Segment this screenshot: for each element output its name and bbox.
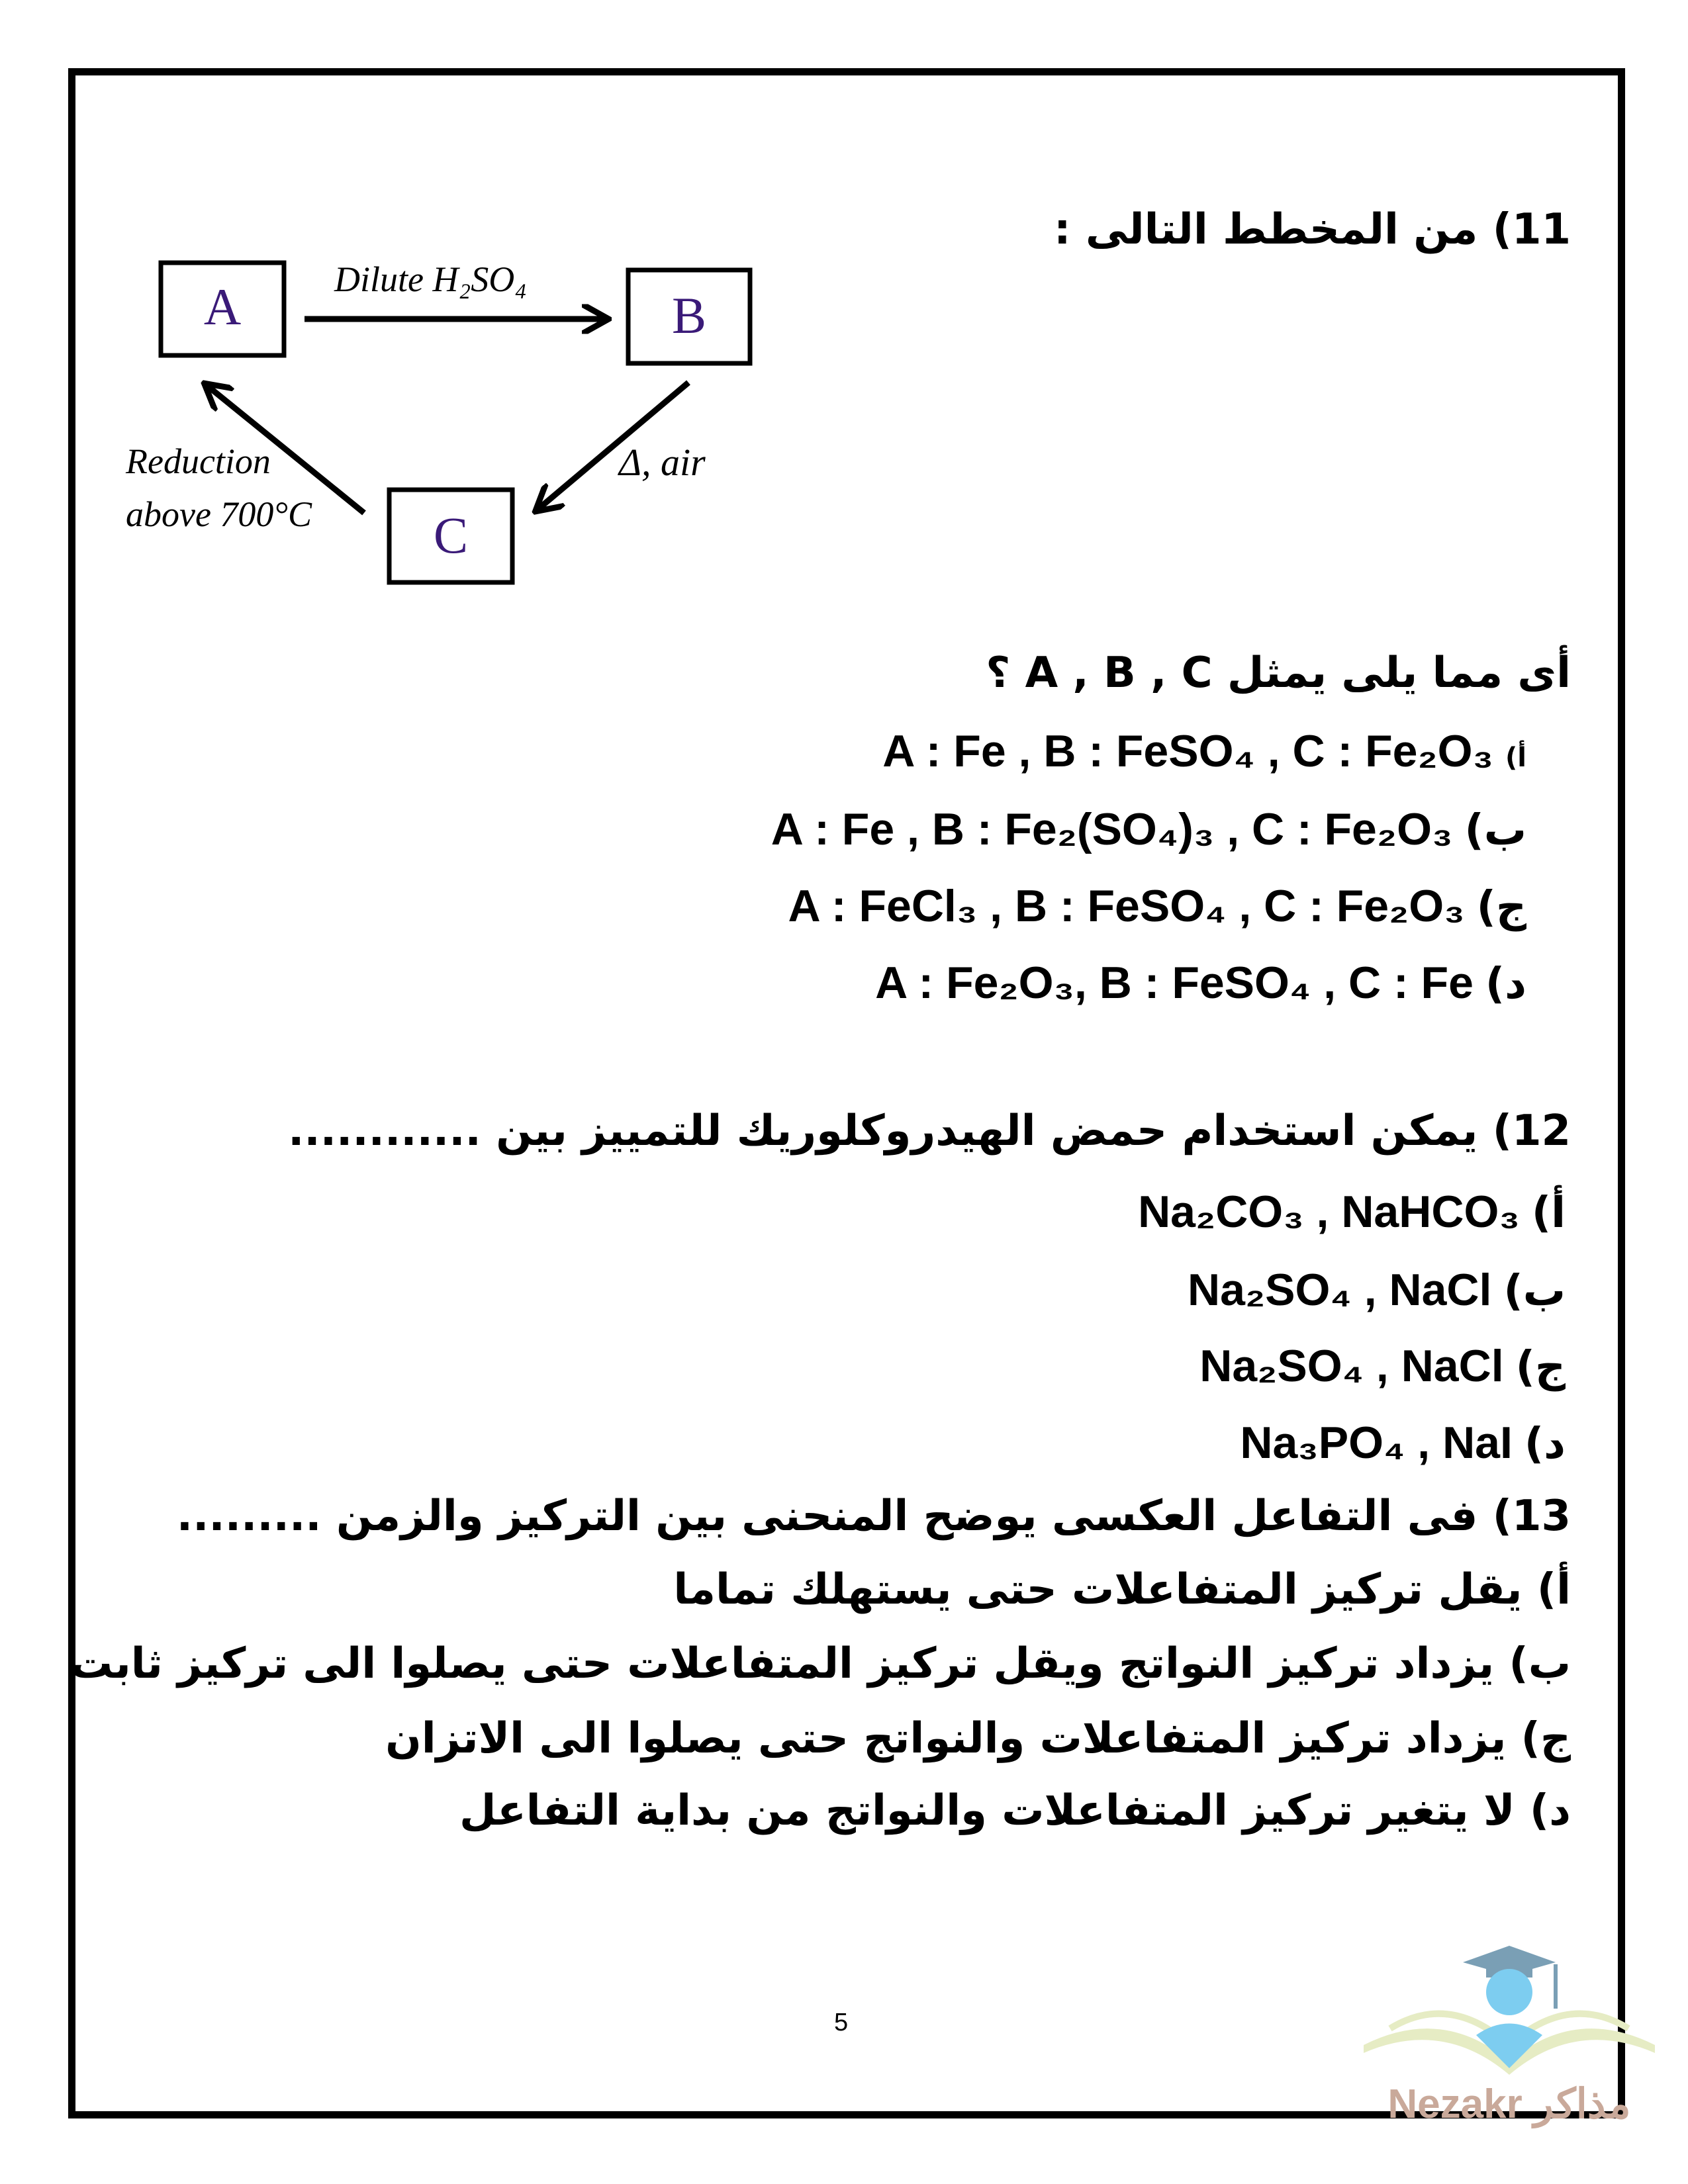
- q12-option-c[interactable]: [1199, 1340, 1566, 1392]
- arrow-ca-label-1: Reduction: [126, 441, 271, 481]
- option-label: ج): [1515, 1343, 1566, 1392]
- option-label: ب): [1503, 1267, 1566, 1316]
- option-label: د): [1524, 1420, 1566, 1469]
- option-text: د) لا يتغير تركيز المتفاعلات والنواتج من بداية التفاعل: [459, 1786, 1571, 1835]
- q12-title-text: 12) يمكن استخدام حمض الهيدروكلوريك للتمييز بين ............: [288, 1107, 1571, 1156]
- q11-option-b[interactable]: [771, 803, 1526, 855]
- logo-text: Nezakr مذاكر: [1387, 2081, 1631, 2127]
- q12-option-a[interactable]: [1138, 1186, 1566, 1238]
- option-label: أ): [1531, 1189, 1566, 1238]
- option-text: Na₂SO₄ , NaCl: [1199, 1341, 1504, 1391]
- option-text: A : FeCl₃ , B : FeSO₄ , C : Fe₂O₃: [788, 881, 1465, 931]
- box-b-label: B: [671, 287, 707, 344]
- arrow-bc-label: Δ, air: [619, 441, 706, 484]
- q12-option-b[interactable]: [1188, 1264, 1566, 1316]
- option-text: Na₂SO₄ , NaCl: [1188, 1265, 1492, 1315]
- box-a-label: A: [203, 278, 242, 336]
- q12-option-d[interactable]: [1240, 1417, 1566, 1469]
- q13-title-text: 13) فى التفاعل العكسى يوضح المنحنى بين التركيز والزمن .........: [176, 1492, 1571, 1541]
- q13-option-c[interactable]: [385, 1714, 1571, 1763]
- arrow-ab-label: Dilute H₂SO₄: [334, 259, 528, 299]
- q13-option-a[interactable]: [673, 1565, 1571, 1614]
- option-text: ج) يزداد تركيز المتفاعلات والنواتج حتى يصلوا الى الاتزان: [385, 1714, 1571, 1763]
- option-text: A : Fe , B : FeSO₄ , C : Fe₂O₃: [882, 726, 1493, 776]
- option-text: Na₃PO₄ , NaI: [1240, 1418, 1513, 1468]
- option-label: أ): [1505, 743, 1526, 773]
- option-text: أ) يقل تركيز المتفاعلات حتى يستهلك تماما: [673, 1565, 1571, 1614]
- q11-title-text: 11) من المخطط التالى :: [1053, 205, 1571, 254]
- option-label: د): [1485, 960, 1526, 1009]
- option-label: ب): [1464, 806, 1526, 855]
- option-text: ب) يزداد تركيز النواتج ويقل تركيز المتفاعلات حتى يصلوا الى تركيز ثابت: [70, 1639, 1571, 1688]
- q11-question: [986, 649, 1571, 698]
- option-text: A : Fe₂O₃, B : FeSO₄ , C : Fe: [875, 958, 1474, 1008]
- nezakr-logo: [1357, 1913, 1662, 2131]
- q11-title: [1054, 205, 1571, 254]
- option-label: ج): [1476, 883, 1526, 932]
- option-text: Na₂CO₃ , NaHCO₃: [1138, 1187, 1520, 1237]
- arrow-ca-label-2: above 700°C: [126, 494, 312, 534]
- q11-option-d[interactable]: [875, 957, 1526, 1009]
- q11-question-text: أى مما يلى يمثل A , B , C ؟: [986, 649, 1571, 698]
- q11-option-a[interactable]: [882, 725, 1526, 777]
- box-c-label: C: [433, 506, 469, 564]
- q11-option-c[interactable]: [788, 880, 1526, 932]
- option-text: A : Fe , B : Fe₂(SO₄)₃ , C : Fe₂O₃: [771, 804, 1453, 854]
- q13-option-b[interactable]: [70, 1639, 1571, 1688]
- page-number: 5: [834, 2009, 849, 2036]
- q13-title: [177, 1492, 1571, 1541]
- q13-option-d[interactable]: [459, 1786, 1571, 1835]
- q12-title: [288, 1107, 1571, 1156]
